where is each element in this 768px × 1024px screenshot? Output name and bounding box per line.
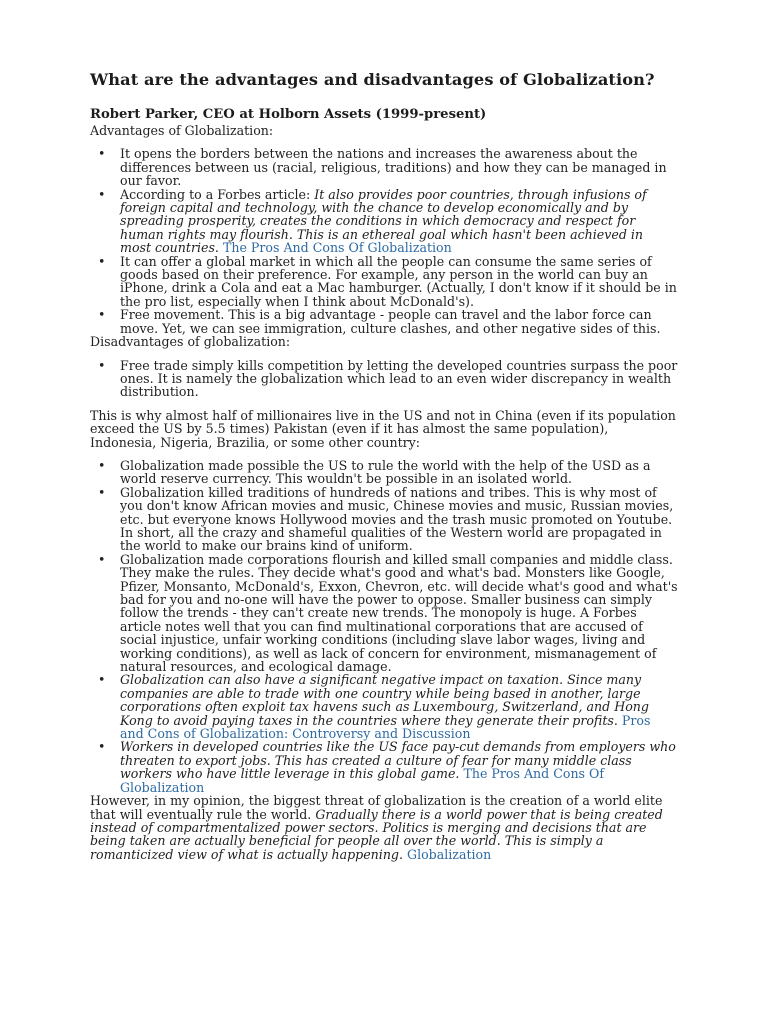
source-link[interactable]: Pros and Cons of Globalization: Controversy and Discussion — [120, 712, 651, 742]
page-title: What are the advantages and disadvantages of Globalization? — [90, 70, 655, 89]
list-item — [120, 673, 678, 740]
author-line: Robert Parker, CEO at Holborn Assets (1999-present) — [90, 107, 487, 122]
disadvantages-list — [90, 459, 678, 794]
list-item: • According to a Forbes article: It also provides poor countries, through infusions of foreign capital and technology, with the chance to develop economically and by spreading prosperity, creates the conditions in which democracy and respect for human rights may flourish. This is an ethereal goal which hasn't been achieved in most countries. The Pros And Cons Of Globalization — [120, 188, 678, 255]
list-item: • Free movement. This is a big advantage - people can travel and the labor force can move. Yet, we can see immigration, culture clashes, and other negative sides of this. — [120, 308, 678, 335]
quote-text: Gradually there is a world power that is being created instead of compartmentalized power sectors. Politics is merging and decisions that are being taken are actually beneficial for people all over the world. This is simply a romanticized view of what is actually happening. — [90, 806, 663, 862]
quote-text: Globalization can also have a significant negative impact on taxation. Since many companies are able to trade with one country while being based in another, large corporations often exploit tax havens such as Luxembourg, Switzerland, and Hong Kong to avoid paying taxes in the countries where they generate their profits. — [120, 672, 649, 728]
closing-paragraph: However, in my opinion, the biggest threat of globalization is the creation of a world elite that will eventually rule the world. Gradually there is a world power that is being created instead of compartmentalized power sectors. Politics is merging and decisions that are being taken are actually beneficial for people all over the world. This is simply a romanticized view of what is actually happening. Globalization — [90, 793, 663, 862]
source-link[interactable]: Globalization — [407, 846, 492, 862]
list-item: • Globalization made corporations flourish and killed small companies and middle class. They make the rules. They decide what's good and what's bad. Monsters like Google, Pfizer, Monsanto, McDonald's, Exxon, Chevron, etc. will decide what's good and what's bad for you and no-one will have the power to oppose. Smaller business can simply follow the trends - they can't create new trends. The monopoly is huge. A Forbes article notes well that you can find multinational corporations that are accused of social injustice, unfair working conditions (including slave labor wages, living and working conditions), as well as lack of concern for environment, mismanagement of natural resources, and ecological damage. — [120, 553, 678, 674]
source-link[interactable]: The Pros And Cons Of Globalization — [120, 766, 605, 795]
millionaires-paragraph: This is why almost half of millionaires live in the US and not in China (even if its population exceed the US by 5.5 times) Pakistan (even if it has almost the same population), Indonesia, Nigeria, Brazilia, or some other country: — [90, 407, 676, 450]
list-item: • Globalization made possible the US to rule the world with the help of the USD as a world reserve currency. This wouldn't be possible in an isolated world. — [120, 459, 678, 486]
disadvantages-first-list — [90, 359, 678, 399]
list-item: • It opens the borders between the nations and increases the awareness about the differences between us (racial, religious, traditions) and how they can be managed in our favor. — [120, 147, 678, 187]
advantages-label: Advantages of Globalization: — [90, 123, 274, 138]
quote-text: Workers in developed countries like the US face pay-cut demands from employers who threaten to export jobs. This has created a culture of fear for many middle class workers who have little leverage in this global game. — [120, 739, 676, 782]
disadvantages-label: Disadvantages of globalization: — [90, 334, 291, 350]
quote-text: It also provides poor countries, through infusions of foreign capital and technology, with the chance to develop economically and by spreading prosperity, creates the conditions in which democracy and respect for human rights may flourish. This is an ethereal goal which hasn't been achieved in most countries. — [120, 186, 647, 256]
advantages-list — [90, 147, 678, 335]
list-item: • It can offer a global market in which all the people can consume the same series of goods based on their preference. For example, any person in the world can buy an iPhone, drink a Cola and eat a Mac hamburger. (Actually, I don't know if it should be in the pro list, especially when I think about McDonald's). — [120, 255, 678, 309]
list-item: • Globalization killed traditions of hundreds of nations and tribes. This is why most of you don't know African movies and music, Chinese movies and music, Russian movies, etc. but everyone knows Hollywood movies and the trash music promoted on Youtube. In short, all the crazy and shameful qualities of the Western world are propagated in the world to make our brains kind of uniform. — [120, 486, 678, 553]
list-item — [120, 740, 678, 794]
list-item: • Free trade simply kills competition by letting the developed countries surpass the poor ones. It is namely the globalization which lead to an even wider discrepancy in wealth distribution. — [120, 359, 678, 399]
source-link[interactable]: The Pros And Cons Of Globalization — [222, 240, 452, 256]
